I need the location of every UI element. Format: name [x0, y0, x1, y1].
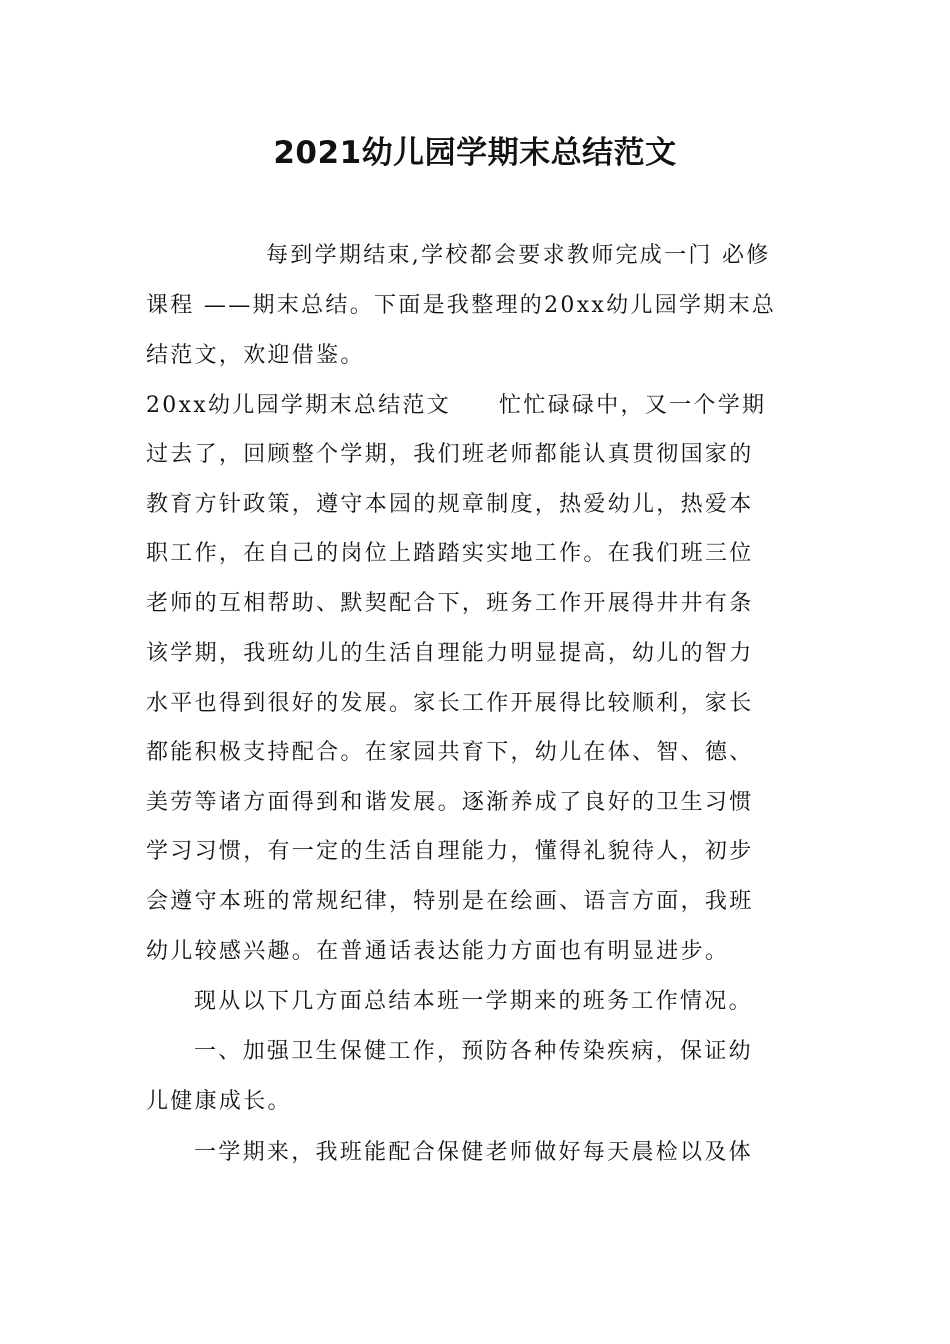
- paragraph-line: 都能积极支持配合。在家园共育下，幼儿在体、智、德、: [146, 740, 754, 765]
- paragraph-line: 会遵守本班的常规纪律，特别是在绘画、语言方面，我班: [146, 889, 754, 914]
- paragraph-line: 儿健康成长。: [146, 1089, 292, 1114]
- paragraph-line: 职工作，在自己的岗位上踏踏实实地工作。在我们班三位: [146, 541, 754, 566]
- numbered-heading-line: 一、加强卫生保健工作，预防各种传染疾病，保证幼: [194, 1039, 753, 1064]
- paragraph-line: 老师的互相帮助、默契配合下，班务工作开展得井井有条: [146, 591, 754, 616]
- paragraph-line: 该学期，我班幼儿的生活自理能力明显提高，幼儿的智力: [146, 641, 754, 666]
- paragraph-line: 教育方针政策，遵守本园的规章制度，热爱幼儿，热爱本: [146, 492, 754, 517]
- paragraph-line: 现从以下几方面总结本班一学期来的班务工作情况。: [194, 989, 753, 1014]
- paragraph-line: 一学期来，我班能配合保健老师做好每天晨检以及体: [194, 1140, 753, 1165]
- paragraph-line: 每到学期结束,学校都会要求教师完成一门 必修: [266, 243, 771, 268]
- paragraph-line: 课程 ——期末总结。下面是我整理的20xx幼儿园学期末总: [146, 293, 777, 318]
- paragraph-line: 水平也得到很好的发展。家长工作开展得比较顺利，家长: [146, 691, 754, 716]
- section-heading: 20xx幼儿园学期末总结范文: [146, 393, 452, 418]
- paragraph-line: 幼儿较感兴趣。在普通话表达能力方面也有明显进步。: [146, 939, 730, 964]
- paragraph-line: 过去了，回顾整个学期，我们班老师都能认真贯彻国家的: [146, 442, 754, 467]
- paragraph-line-with-heading: [146, 386, 766, 426]
- paragraph-line: 学习习惯，有一定的生活自理能力，懂得礼貌待人，初步: [146, 839, 754, 864]
- document-title: 2021幼儿园学期末总结范文: [273, 135, 677, 171]
- paragraph-line: 结范文，欢迎借鉴。: [146, 343, 365, 368]
- paragraph-text: 忙忙碌碌中，又一个学期: [499, 393, 767, 418]
- paragraph-line: 美劳等诸方面得到和谐发展。逐渐养成了良好的卫生习惯: [146, 790, 754, 815]
